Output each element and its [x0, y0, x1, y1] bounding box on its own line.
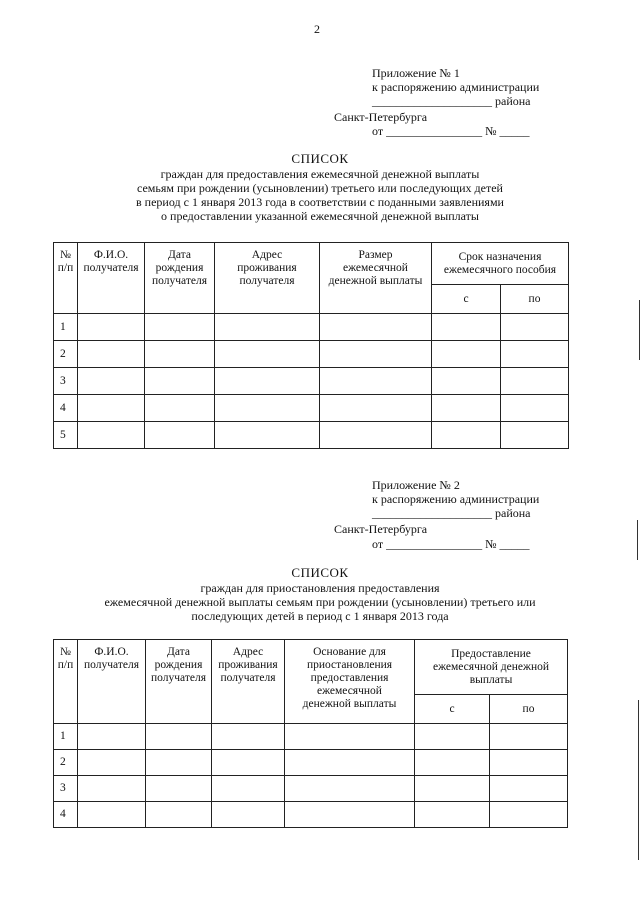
appendix2-list-heading: СПИСОК: [291, 565, 349, 580]
col-header-line: Основание для: [313, 646, 386, 658]
appendix2-title: Приложение № 2: [372, 478, 460, 492]
col-header-line: получателя: [152, 275, 207, 287]
table-cell: [320, 314, 432, 341]
col-header-line: Срок назначения: [458, 250, 542, 263]
table-cell: [501, 368, 569, 395]
table-cell: [490, 724, 568, 750]
table-cell: [78, 368, 145, 395]
appendix1-subtitle-line: в период с 1 января 2013 года в соответствии с поданными заявлениями: [136, 195, 504, 209]
col-header-to: по: [490, 695, 568, 724]
appendix2-date-line: от ________________ № _____: [372, 537, 530, 551]
appendix2-district-line: ____________________ района: [372, 506, 531, 520]
table-cell: [415, 724, 490, 750]
row-number: 3: [54, 776, 78, 802]
col-header-line: денежной выплаты: [302, 698, 397, 710]
col-header-name: [78, 243, 145, 314]
table-cell: [212, 724, 285, 750]
table-cell: [212, 802, 285, 828]
table-cell: [78, 802, 146, 828]
col-header-line: п/п: [57, 659, 74, 671]
appendix1-district-line: ____________________ района: [372, 94, 531, 108]
table-cell: [501, 314, 569, 341]
col-header-reason: [285, 640, 415, 724]
col-header-provision: [415, 640, 568, 695]
col-header-no: [54, 243, 78, 314]
col-header-term: [432, 243, 569, 285]
table-cell: [78, 314, 145, 341]
table-cell: [146, 724, 212, 750]
appendix1-list-heading: СПИСОК: [291, 151, 349, 166]
appendix1-date-line: от ________________ № _____: [372, 124, 530, 138]
table-cell: [146, 776, 212, 802]
col-header-birth: [145, 243, 215, 314]
col-header-from: с: [432, 285, 501, 314]
col-header-line: №: [60, 646, 71, 658]
col-header-to: по: [501, 285, 569, 314]
table-row: [54, 368, 569, 395]
table-cell: [145, 314, 215, 341]
table-cell: [146, 802, 212, 828]
table-cell: [78, 750, 146, 776]
appendix1-subtitle-line: семьям при рождении (усыновлении) третьего или последующих детей: [137, 181, 503, 195]
table-cell: [145, 422, 215, 449]
appendix1-subtitle-line: о предоставлении указанной ежемесячной денежной выплаты: [161, 209, 479, 223]
table-cell: [432, 395, 501, 422]
appendix2-subtitle-line: граждан для приостановления предоставления: [200, 581, 440, 595]
appendix2-subtitle-line: последующих детей в период с 1 января 2013 года: [191, 609, 449, 623]
table-cell: [490, 776, 568, 802]
table-cell: [145, 341, 215, 368]
table-row: [54, 341, 569, 368]
col-header-no: [54, 640, 78, 724]
row-number: 2: [54, 341, 78, 368]
col-header-line: Размер: [358, 249, 393, 261]
table-cell: [78, 776, 146, 802]
col-header-line: Предоставление: [451, 647, 531, 660]
table-cell: [215, 314, 320, 341]
col-header-address: [215, 243, 320, 314]
table-cell: [490, 802, 568, 828]
col-header-line: получателя: [239, 275, 295, 287]
appendix2-table: [53, 639, 568, 828]
row-number: 4: [54, 395, 78, 422]
table-cell: [146, 750, 212, 776]
scan-edge-mark: [638, 700, 639, 860]
table-row: [54, 802, 568, 828]
table-cell: [432, 314, 501, 341]
table-cell: [432, 341, 501, 368]
table-cell: [78, 724, 146, 750]
col-header-line: выплаты: [469, 673, 513, 686]
table-cell: [320, 395, 432, 422]
page-number: 2: [314, 22, 320, 36]
table-cell: [320, 368, 432, 395]
table-cell: [432, 422, 501, 449]
appendix1-title: Приложение № 1: [372, 66, 460, 80]
appendix2-to-order: к распоряжению администрации: [372, 492, 540, 506]
col-header-line: Дата: [167, 646, 190, 658]
col-header-line: Ф.И.О.: [93, 249, 129, 261]
table-cell: [432, 368, 501, 395]
table-cell: [215, 422, 320, 449]
table-cell: [285, 724, 415, 750]
col-header-amount: [320, 243, 432, 314]
table-cell: [78, 422, 145, 449]
row-number: 2: [54, 750, 78, 776]
appendix1-subtitle: [0, 167, 640, 223]
table-cell: [320, 422, 432, 449]
col-header-name: [78, 640, 146, 724]
table-cell: [78, 341, 145, 368]
row-number: 4: [54, 802, 78, 828]
table-cell: [285, 776, 415, 802]
table-row: [54, 724, 568, 750]
col-header-line: Адрес: [232, 646, 264, 658]
table-row: [54, 422, 569, 449]
row-number: 1: [54, 314, 78, 341]
col-header-line: получателя: [220, 672, 276, 684]
col-header-line: ежемесячной: [317, 685, 382, 697]
col-header-line: получателя: [84, 659, 139, 671]
col-header-address: [212, 640, 285, 724]
col-header-line: денежной выплаты: [328, 275, 423, 287]
table-cell: [212, 750, 285, 776]
col-header-line: ежемесячного пособия: [443, 263, 557, 276]
row-number: 5: [54, 422, 78, 449]
table-row: [54, 776, 568, 802]
table-cell: [285, 750, 415, 776]
col-header-line: проживания: [218, 659, 278, 671]
table-cell: [415, 802, 490, 828]
table-cell: [145, 368, 215, 395]
appendix2-subtitle-line: ежемесячной денежной выплаты семьям при рождении (усыновлении) третьего или: [104, 595, 536, 609]
col-header-from: с: [415, 695, 490, 724]
col-header-line: предоставления: [310, 672, 389, 684]
scan-edge-mark: [637, 520, 638, 560]
table-cell: [490, 750, 568, 776]
col-header-line: Ф.И.О.: [94, 646, 129, 658]
col-header-line: Адрес: [251, 249, 283, 261]
table-cell: [415, 776, 490, 802]
table-cell: [501, 422, 569, 449]
table-cell: [501, 395, 569, 422]
col-header-line: приостановления: [306, 659, 393, 671]
row-number: 3: [54, 368, 78, 395]
table-cell: [215, 395, 320, 422]
col-header-line: проживания: [237, 262, 297, 274]
table-cell: [212, 776, 285, 802]
table-cell: [501, 341, 569, 368]
table-row: [54, 395, 569, 422]
col-header-birth: [146, 640, 212, 724]
appendix1-city: Санкт-Петербурга: [334, 110, 428, 124]
col-header-line: №: [60, 249, 71, 261]
col-header-line: рождения: [155, 262, 204, 274]
table-cell: [415, 750, 490, 776]
appendix2-subtitle: [0, 581, 640, 623]
table-cell: [215, 368, 320, 395]
table-cell: [285, 802, 415, 828]
table-cell: [78, 395, 145, 422]
table-row: [54, 314, 569, 341]
table-cell: [215, 341, 320, 368]
appendix1-to-order: к распоряжению администрации: [372, 80, 540, 94]
appendix1-table: [53, 242, 569, 449]
col-header-line: получателя: [83, 262, 139, 274]
table-cell: [320, 341, 432, 368]
col-header-line: ежемесячной: [343, 262, 408, 274]
col-header-line: ежемесячной денежной: [433, 660, 549, 673]
col-header-line: п/п: [57, 262, 74, 274]
col-header-line: Дата: [168, 249, 191, 261]
appendix2-city: Санкт-Петербурга: [334, 522, 428, 536]
row-number: 1: [54, 724, 78, 750]
col-header-line: рождения: [154, 659, 203, 671]
table-row: [54, 750, 568, 776]
appendix1-subtitle-line: граждан для предоставления ежемесячной денежной выплаты: [160, 167, 480, 181]
col-header-line: получателя: [151, 672, 206, 684]
table-cell: [145, 395, 215, 422]
